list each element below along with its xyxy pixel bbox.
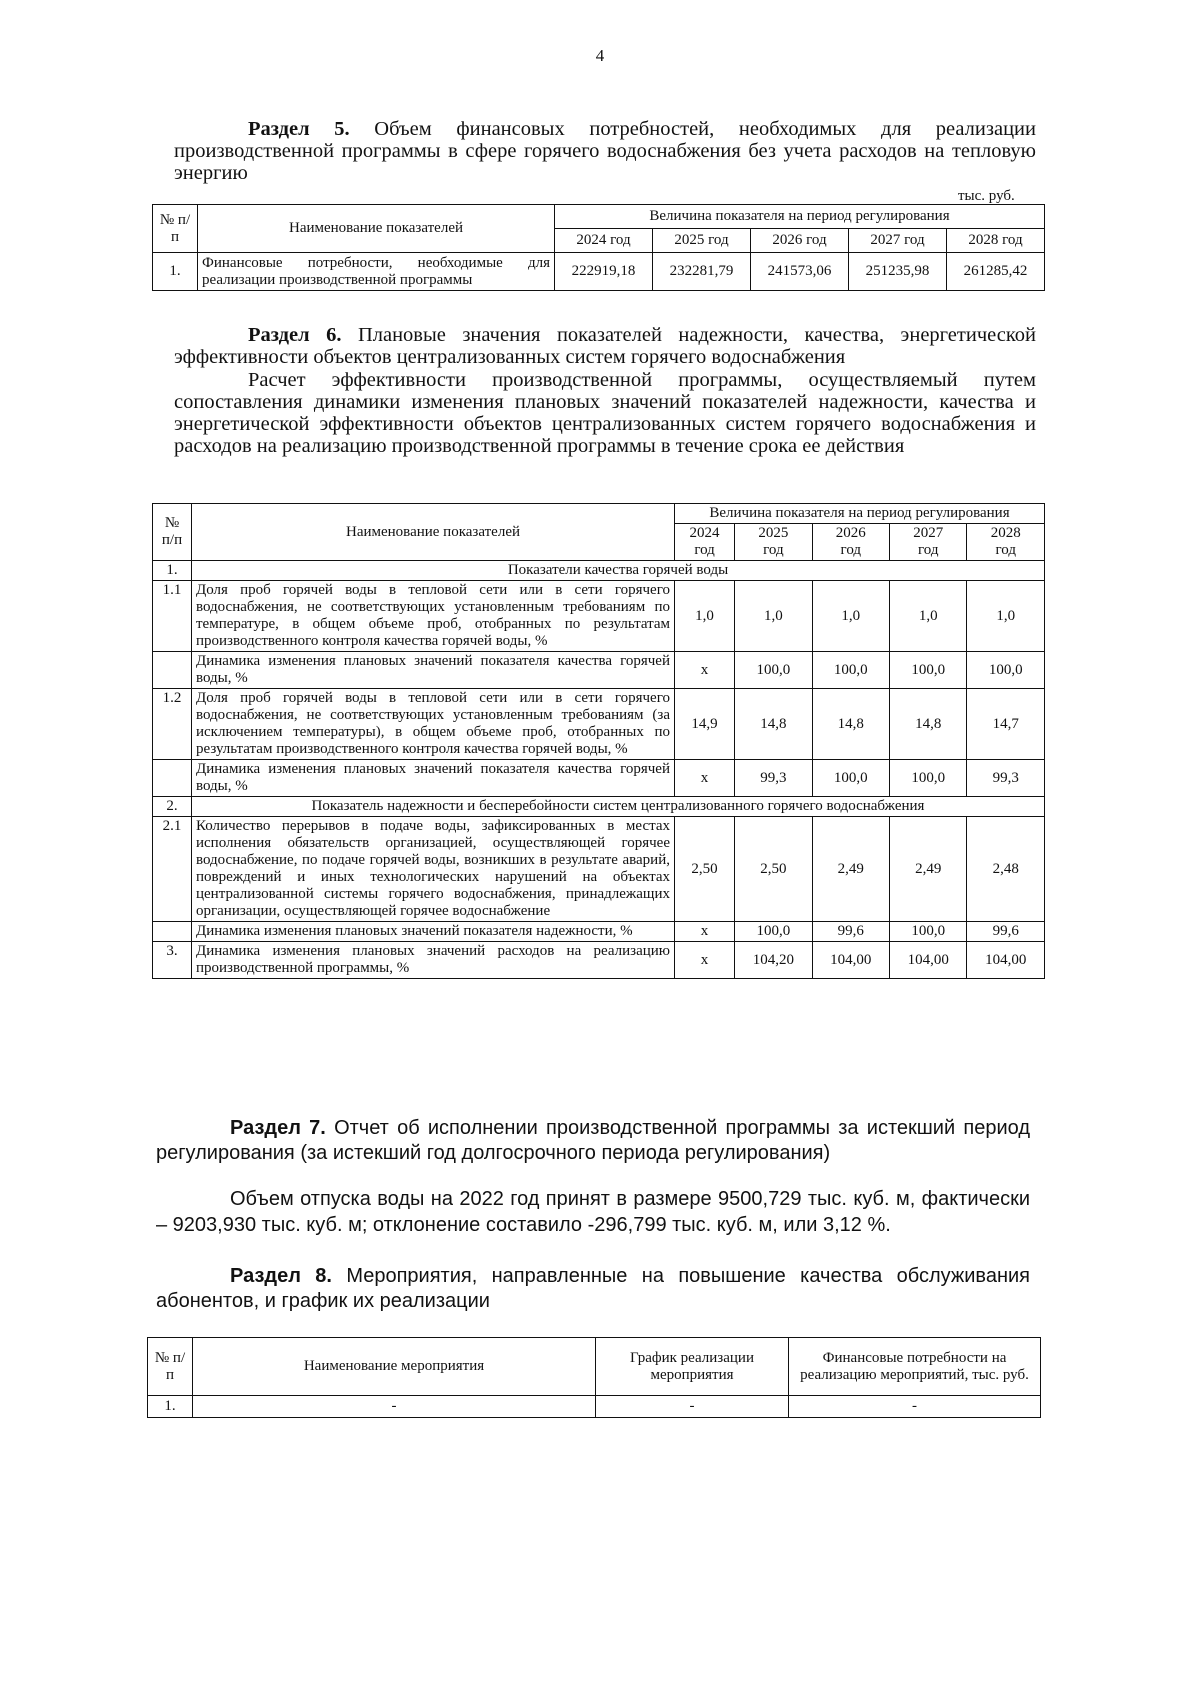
year-header: 2028 год	[967, 524, 1045, 561]
row-num: 1.	[148, 1396, 193, 1418]
group-title: Показатель надежности и бесперебойности систем централизованного горячего водоснабжения	[192, 797, 1045, 817]
section8-title: Мероприятия, направленные на повышение качества обслуживания абонентов, и график их реализации	[156, 1265, 1030, 1312]
row-name: -	[193, 1396, 596, 1418]
row-num-empty	[153, 652, 192, 689]
row-value: 100,0	[890, 922, 967, 942]
col-value-header: Величина показателя на период регулирования	[555, 205, 1045, 229]
section7-title: Отчет об исполнении производственной программы за истекший период регулирования (за истекший год долгосрочного периода регулирования)	[156, 1117, 1030, 1164]
page-number: 4	[595, 46, 605, 65]
row-value: 14,8	[812, 689, 889, 760]
row-value: 251235,98	[849, 253, 947, 291]
row-value: 104,00	[812, 942, 889, 979]
row-value: 100,0	[812, 652, 889, 689]
row-value: 99,3	[967, 760, 1045, 797]
row-value: 14,8	[890, 689, 967, 760]
section8-label: Раздел 8.	[230, 1265, 332, 1287]
row-value: 1,0	[675, 581, 735, 652]
row-value: 2,50	[675, 817, 735, 922]
section7-heading	[156, 1116, 1030, 1166]
year-header: 2025 год	[735, 524, 812, 561]
row-value: 2,49	[890, 817, 967, 922]
row-value: 14,7	[967, 689, 1045, 760]
section7-label: Раздел 7.	[230, 1117, 326, 1139]
row-value: 1,0	[967, 581, 1045, 652]
section5-units: тыс. руб.	[958, 188, 1015, 204]
row-num: 1.	[153, 253, 198, 291]
col-value-header: Величина показателя на период регулирования	[675, 504, 1045, 524]
group-num: 1.	[153, 561, 192, 581]
row-name: Количество перерывов в подаче воды, зафиксированных в местах исполнения обязательств организацией, осуществляющей горячее водоснабжение, по подаче горячей воды, возникших в результате аварий, повреждений и иных технологических нарушений на объектах централизованной системы горячего водоснабжения, принадлежащих организации, осуществляющей горячее водоснабжение	[192, 817, 675, 922]
row-num-empty	[153, 922, 192, 942]
row-value: 99,6	[812, 922, 889, 942]
row-value: 2,48	[967, 817, 1045, 922]
section6-paragraph: Расчет эффективности производственной программы, осуществляемый путем сопоставления динамики изменения плановых значений показателей надежности, качества и энергетической эффективности объектов централизованных систем горячего водоснабжения и расходов на реализацию производственной программы в течение срока ее действия	[174, 369, 1036, 457]
section7-paragraph: Объем отпуска воды на 2022 год принят в размере 9500,729 тыс. куб. м, фактически – 9203,930 тыс. куб. м; отклонение составило -296,799 тыс. куб. м, или 3,12 %.	[156, 1188, 1030, 1236]
row-schedule: -	[596, 1396, 789, 1418]
group-num: 2.	[153, 797, 192, 817]
row-name: Доля проб горячей воды в тепловой сети или в сети горячего водоснабжения, не соответствующих установленным требованиям (за исключением температуры), в общем объеме проб, отобранных по результатам производственного контроля качества горячей воды, %	[192, 689, 675, 760]
section6-heading	[174, 324, 1036, 368]
section8-table	[147, 1337, 1041, 1418]
row-value: 104,20	[735, 942, 812, 979]
row-value: 100,0	[812, 760, 889, 797]
row-value: х	[675, 942, 735, 979]
section5-title: Объем финансовых потребностей, необходимых для реализации производственной программы в сфере горячего водоснабжения без учета расходов на тепловую энергию	[174, 118, 1036, 184]
row-value: 99,3	[735, 760, 812, 797]
year-header: 2027 год	[849, 229, 947, 253]
section6-label: Раздел 6.	[248, 324, 342, 346]
col-num-header: № п/п	[153, 205, 198, 253]
section5-heading	[174, 118, 1036, 184]
row-value: 104,00	[890, 942, 967, 979]
group-title: Показатели качества горячей воды	[192, 561, 1045, 581]
year-header: 2024 год	[675, 524, 735, 561]
year-header: 2026 год	[751, 229, 849, 253]
row-num: 2.1	[153, 817, 192, 922]
year-header: 2025 год	[653, 229, 751, 253]
row-value: 100,0	[735, 652, 812, 689]
row-name: Доля проб горячей воды в тепловой сети или в сети горячего водоснабжения, не соответствующих установленным требованиям по температуре, в общем объеме проб, отобранных по результатам производственного контроля качества горячей воды, %	[192, 581, 675, 652]
section5-table	[152, 204, 1045, 291]
row-value: 99,6	[967, 922, 1045, 942]
row-value: 100,0	[735, 922, 812, 942]
row-value: 14,9	[675, 689, 735, 760]
row-name: Динамика изменения плановых значений расходов на реализацию производственной программы, %	[192, 942, 675, 979]
row-value: 232281,79	[653, 253, 751, 291]
row-num: 1.2	[153, 689, 192, 760]
row-finance: -	[789, 1396, 1041, 1418]
year-header: 2024 год	[555, 229, 653, 253]
col-num-header: № п/п	[148, 1338, 193, 1396]
col-name-header: Наименование мероприятия	[193, 1338, 596, 1396]
section8-heading	[156, 1264, 1030, 1314]
row-num: 3.	[153, 942, 192, 979]
row-value: 241573,06	[751, 253, 849, 291]
row-value: 2,50	[735, 817, 812, 922]
year-header: 2026 год	[812, 524, 889, 561]
section6-table	[152, 503, 1045, 979]
col-finance-header: Финансовые потребности на реализацию мероприятий, тыс. руб.	[789, 1338, 1041, 1396]
row-name: Динамика изменения плановых значений показателя качества горячей воды, %	[192, 760, 675, 797]
col-name-header: Наименование показателей	[198, 205, 555, 253]
row-num-empty	[153, 760, 192, 797]
year-header: 2028 год	[947, 229, 1045, 253]
row-value: 100,0	[890, 760, 967, 797]
section6-title: Плановые значения показателей надежности, качества, энергетической эффективности объектов централизованных систем горячего водоснабжения	[174, 324, 1036, 368]
row-value: 104,00	[967, 942, 1045, 979]
row-name: Динамика изменения плановых значений показателя качества горячей воды, %	[192, 652, 675, 689]
section5-label: Раздел 5.	[248, 118, 350, 140]
row-value: 100,0	[890, 652, 967, 689]
row-value: 1,0	[890, 581, 967, 652]
row-num: 1.1	[153, 581, 192, 652]
row-name: Финансовые потребности, необходимые для реализации производственной программы	[198, 253, 555, 291]
col-name-header: Наименование показателей	[192, 504, 675, 561]
row-value: 2,49	[812, 817, 889, 922]
row-value: 222919,18	[555, 253, 653, 291]
row-value: 1,0	[735, 581, 812, 652]
row-value: х	[675, 760, 735, 797]
row-value: 100,0	[967, 652, 1045, 689]
row-value: х	[675, 652, 735, 689]
year-header: 2027 год	[890, 524, 967, 561]
col-schedule-header: График реализации мероприятия	[596, 1338, 789, 1396]
row-value: 261285,42	[947, 253, 1045, 291]
row-value: 14,8	[735, 689, 812, 760]
row-value: х	[675, 922, 735, 942]
row-value: 1,0	[812, 581, 889, 652]
row-name: Динамика изменения плановых значений показателя надежности, %	[192, 922, 675, 942]
col-num-header: № п/п	[153, 504, 192, 561]
